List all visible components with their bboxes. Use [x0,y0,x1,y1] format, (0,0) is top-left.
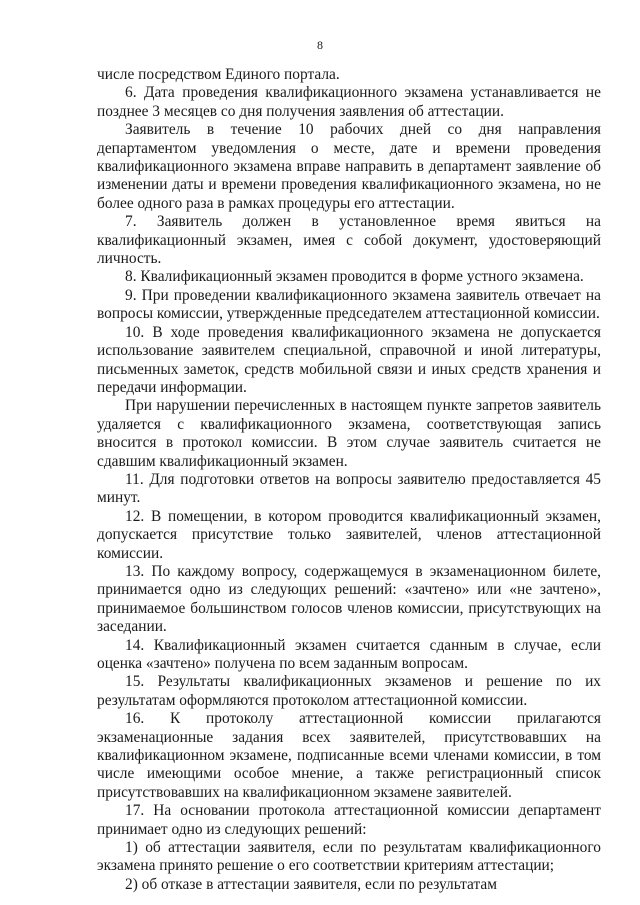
paragraph-16: 16. К протоколу аттестационной комиссии прилагаются экзаменационные задания всех заявителей, присутствовавших на квалификационном экзамене, подписанные всеми членами комиссии, в том числе имеющими особое мнение, а также регистрационный список присутствовавших на квалификационном экзамене заявителей. [97,710,601,801]
paragraph-17-item-2: 2) об отказе в аттестации заявителя, если по результатам [125,875,497,893]
paragraph-14: 14. Квалификационный экзамен считается сданным в случае, если оценка «зачтено» получена по всем заданным вопросам. [97,636,601,672]
paragraph-7: 7. Заявитель должен в установленное время явиться на квалификационный экзамен, имея с собой документ, удостоверяющий личность. [97,213,601,268]
paragraph-6: 6. Дата проведения квалификационного экзамена устанавливается не позднее 3 месяцев со дня получения заявления об аттестации. [97,84,601,120]
paragraph-17-item-1: 1) об аттестации заявителя, если по результатам квалификационного экзамена принято решение о его соответствии критериям аттестации; [97,839,601,875]
paragraph-9: 9. При проведении квалификационного экзамена заявитель отвечает на вопросы комиссии, утвержденные председателем аттестационной комиссии. [97,286,601,323]
paragraph-15: 15. Результаты квалификационных экзаменов и решение по их результатам оформляются протоколом аттестационной комиссии. [97,673,601,709]
paragraph-6-applicant: Заявитель в течение 10 рабочих дней со дня направления департаментом уведомления о месте, дате и времени проведения квалификационного экзамена вправе направить в департамент заявление об изменении даты и времени проведения квалификационного экзамена, но не более одного раза в рамках процедуры его аттестации. [97,121,601,212]
paragraph-10: 10. В ходе проведения квалификационного экзамена не допускается использование заявителем специальной, справочной и иной литературы, письменных заметок, средств мобильной связи и иных средств хранения и передачи информации. [97,323,601,396]
paragraph-continuation: числе посредством Единого портала. [97,66,340,83]
paragraph-17: 17. На основании протокола аттестационной комиссии департамент принимает одно из следующих решений: [97,802,601,838]
paragraph-12: 12. В помещении, в котором проводится квалификационный экзамен, допускается присутствие только заявителей, членов аттестационной комиссии. [97,507,601,562]
paragraph-11: 11. Для подготовки ответов на вопросы заявителю предоставляется 45 минут. [97,470,601,507]
page-number: 8 [317,38,323,52]
paragraph-10-violation: При нарушении перечисленных в настоящем пункте запретов заявитель удаляется с квалификационного экзамена, соответствующая запись вносится в протокол комиссии. В этом случае заявитель считается не сдавшим квалификационный экзамен. [97,397,601,470]
paragraph-8: 8. Квалификационный экзамен проводится в форме устного экзамена. [125,268,584,286]
document-body [97,66,601,894]
paragraph-13: 13. По каждому вопросу, содержащемуся в экзаменационном билете, принимается одно из следующих решений: «зачтено» или «не зачтено», принимаемое большинством голосов членов комиссии, присутствующих на заседании. [97,562,601,636]
